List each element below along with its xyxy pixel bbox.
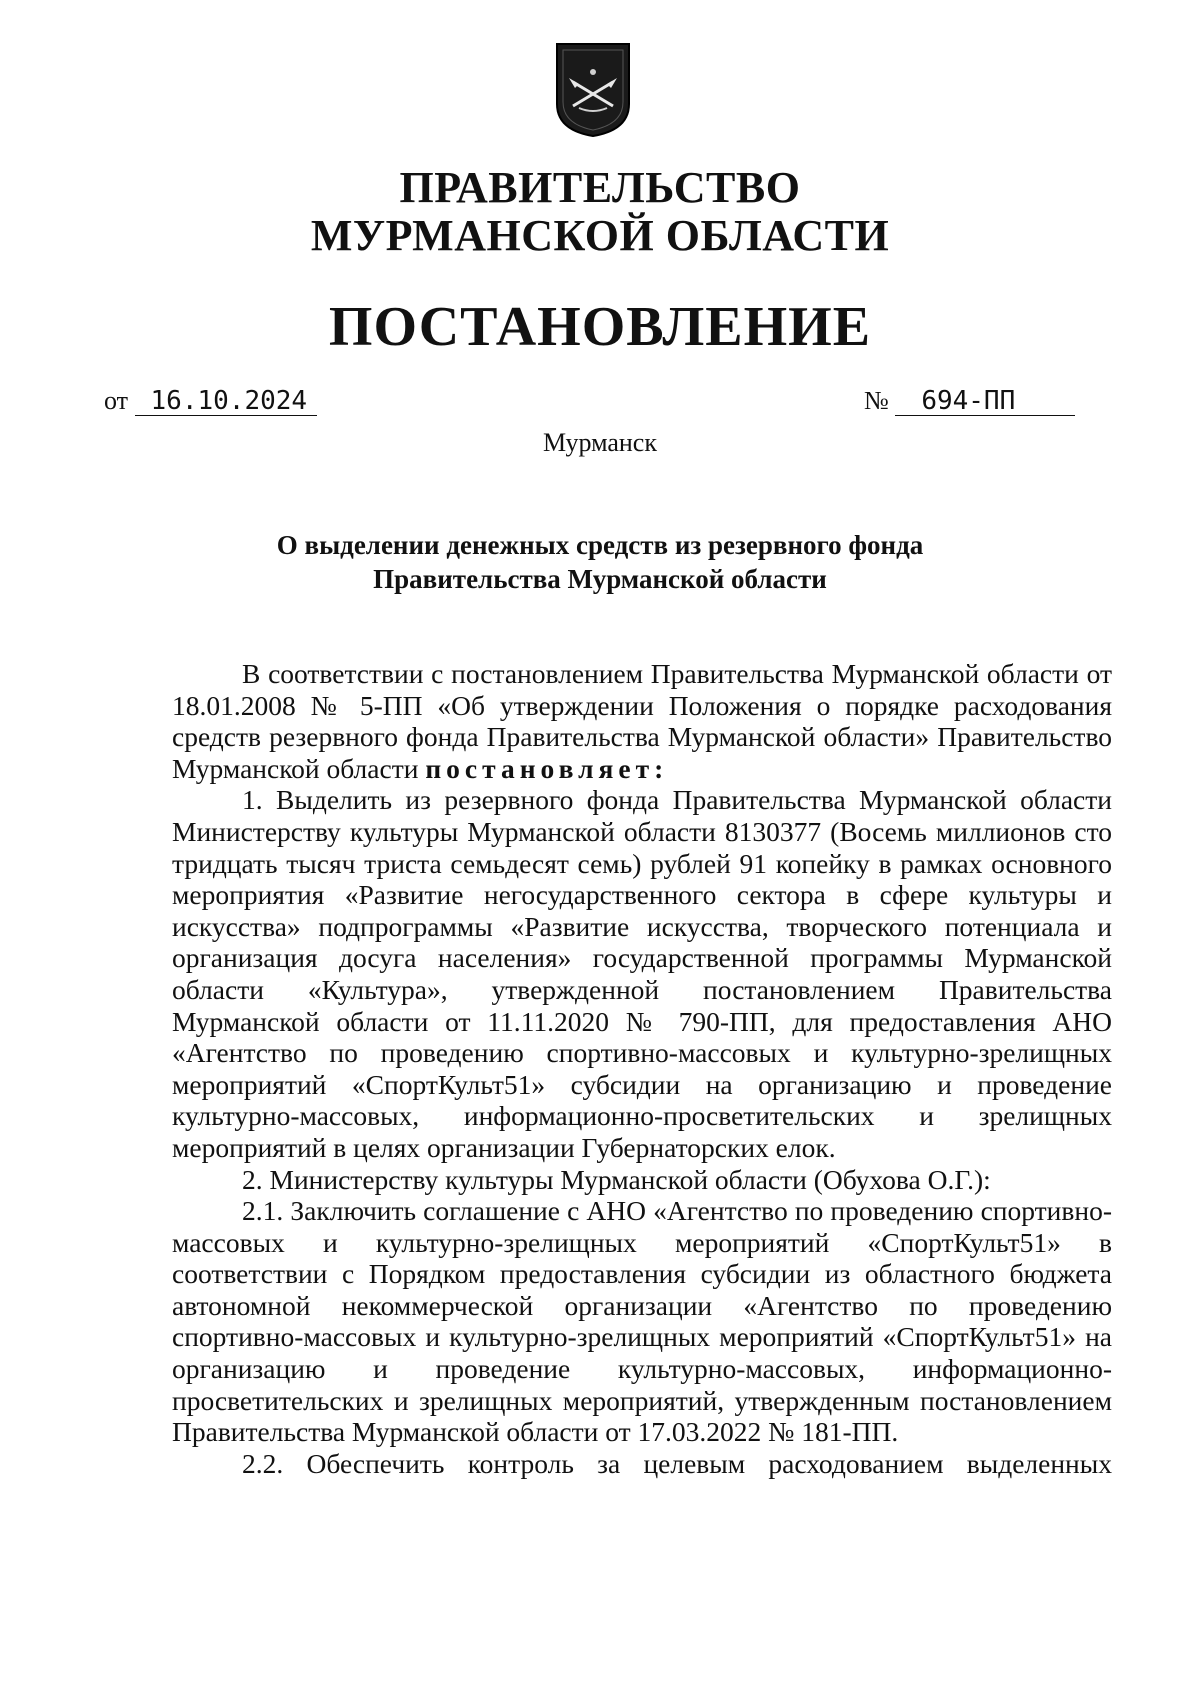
intro-keyword: постановляет: xyxy=(425,752,669,784)
government-title-line2: МУРМАНСКОЙ ОБЛАСТИ xyxy=(310,211,890,260)
murmansk-coat-of-arms-icon xyxy=(555,42,631,138)
paragraph-1: 1. Выделить из резервного фонда Правительства Мурманской области Министерству культуры Мурманской области 8130377 (Восемь миллионов сто тридцать тысяч триста семьдесят семь) рублей 91 копейку в рамках основного мероприятия «Развитие негосударственного сектора в сфере культуры и искусства» подпрограммы «Развитие искусства, творческого потенциала и организация досуга населения» государственной программы Мурманской области «Культура», утвержденной постановлением Правительства Мурманской области от 11.11.2020 № 790-ПП, для предоставления АНО «Агентство по проведению спортивно-массовых и культурно-зрелищных мероприятий «СпортКульт51» субсидии на организацию и проведение культурно-массовых, информационно-просветительских и зрелищных мероприятий в целях организации Губернаторских елок. xyxy=(172,784,1112,1163)
date-prefix: от xyxy=(104,386,129,415)
subject-line2: Правительства Мурманской области xyxy=(373,564,827,594)
city-name: Мурманск xyxy=(543,428,657,457)
government-title-line1: ПРАВИТЕЛЬСТВО xyxy=(399,163,801,212)
subject-line1: О выделении денежных средств из резервного фонда xyxy=(276,530,924,560)
intro-paragraph xyxy=(172,658,1112,784)
number-line xyxy=(864,386,1075,416)
paragraph-2-1: 2.1. Заключить соглашение с АНО «Агентство по проведению спортивно-массовых и культурно-зрелищных мероприятий «СпортКульт51» в соответствии с Порядком предоставления субсидии из областного бюджета автономной некоммерческой организации «Агентство по проведению спортивно-массовых и культурно-зрелищных мероприятий «СпортКульт51» на организацию и проведение культурно-массовых, информационно-просветительских и зрелищных мероприятий, утвержденным постановлением Правительства Мурманской области от 17.03.2022 № 181-ПП. xyxy=(172,1195,1112,1448)
document-number: 694-ПП xyxy=(895,387,1075,416)
paragraph-2-2: 2.2. Обеспечить контроль за целевым расходованием выделенных xyxy=(242,1447,1112,1479)
document-date: 16.10.2024 xyxy=(135,387,318,416)
document-body xyxy=(172,658,1112,1479)
intro-text: В соответствии с постановлением Правительства Мурманской области от 18.01.2008 № 5-ПП «Об утверждении Положения о порядке расходования средств резервного фонда Правительства Мурманской области» Правительство Мурманской области xyxy=(172,658,1112,784)
paragraph-2: 2. Министерству культуры Мурманской области (Обухова О.Г.): xyxy=(242,1163,991,1195)
date-line xyxy=(104,386,317,416)
document-type-title: ПОСТАНОВЛЕНИЕ xyxy=(328,296,872,358)
number-prefix: № xyxy=(864,386,889,415)
